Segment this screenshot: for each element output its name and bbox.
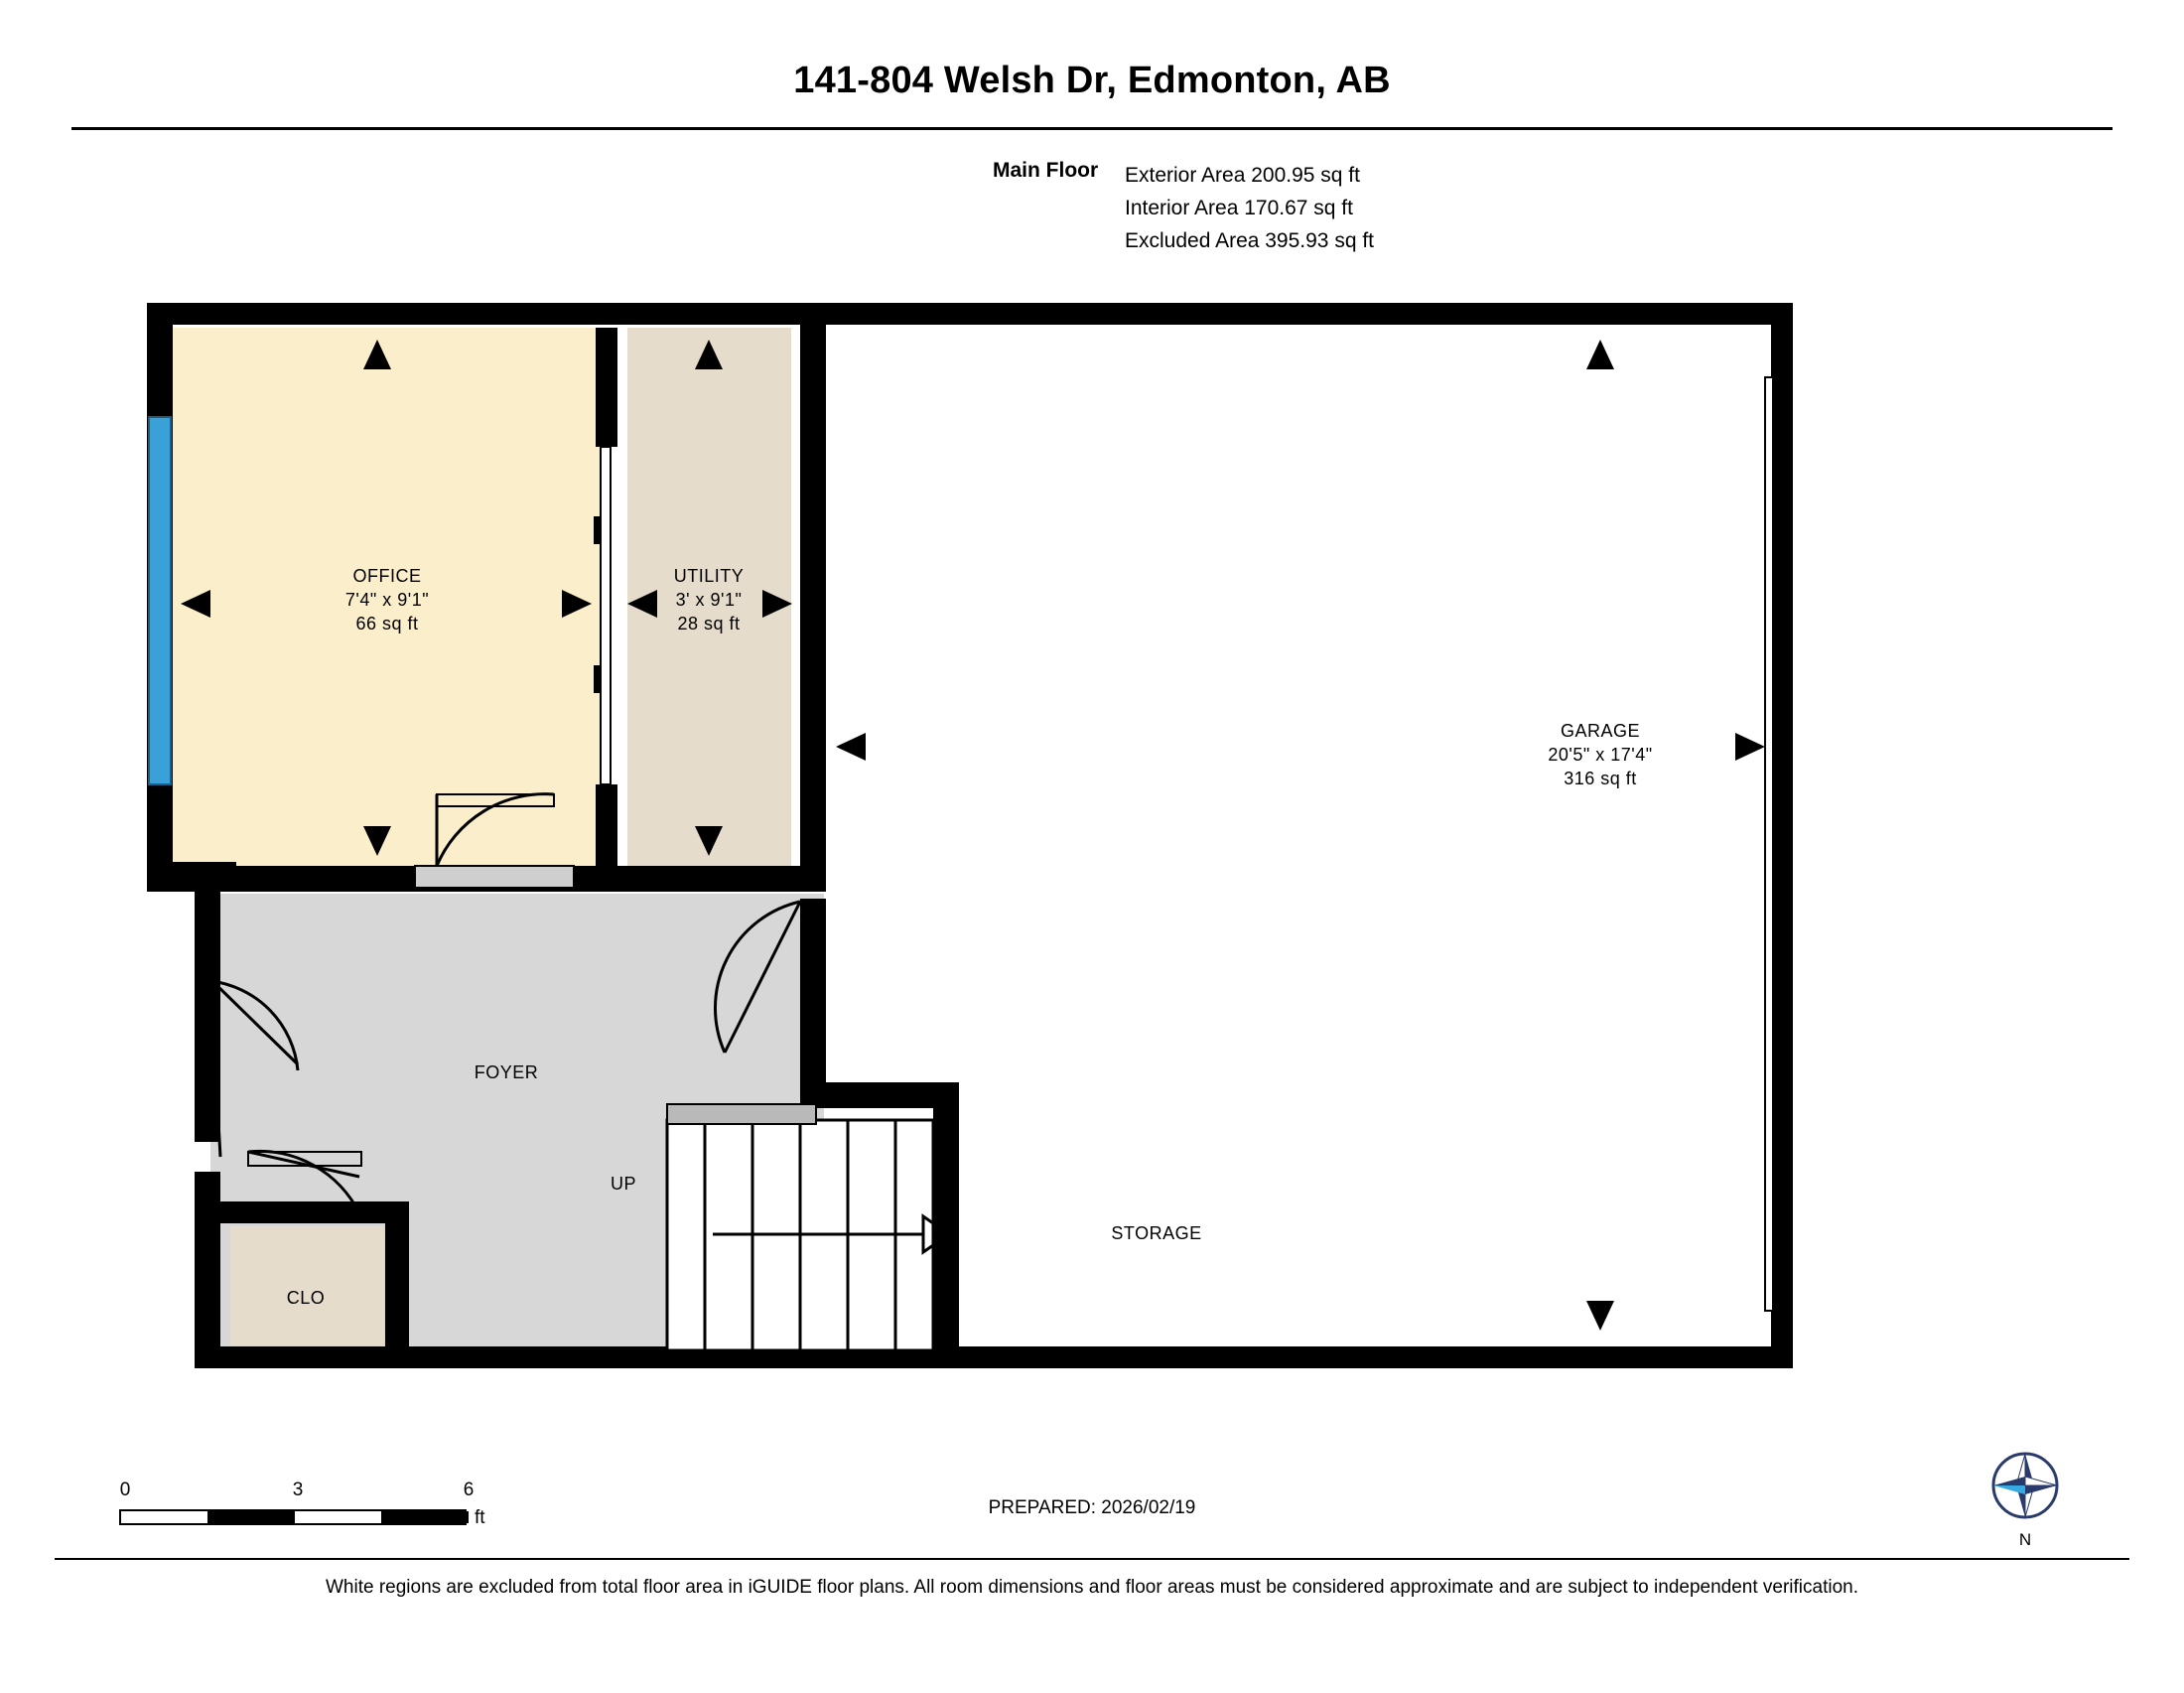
window-office xyxy=(149,417,171,784)
wall-left-closet xyxy=(195,1172,220,1366)
compass-icon xyxy=(1980,1445,2070,1526)
compass-north-label: N xyxy=(2018,1530,2032,1549)
scale-unit: ft xyxy=(475,1507,485,1528)
garage-name: GARAGE xyxy=(1560,721,1641,741)
door-office-utility-pocket xyxy=(601,447,611,784)
closet-name: CLO xyxy=(286,1288,326,1308)
utility-name: UTILITY xyxy=(673,566,745,586)
wall-foyer-right xyxy=(800,899,826,1087)
page-title: 141-804 Welsh Dr, Edmonton, AB xyxy=(793,60,1391,101)
wall-stair-right xyxy=(933,1082,959,1360)
wall-office-utility-top xyxy=(596,328,617,447)
stairs-direction-label: UP xyxy=(610,1174,636,1194)
wall-garage-partition xyxy=(800,303,826,889)
storage-name: STORAGE xyxy=(1111,1223,1202,1243)
excluded-area: Excluded Area 395.93 sq ft xyxy=(1125,229,1375,252)
foyer-name: FOYER xyxy=(474,1062,539,1082)
scale-tick-1: 3 xyxy=(292,1480,304,1500)
wall-closet-top xyxy=(220,1201,409,1223)
utility-dimensions: 3' x 9'1" xyxy=(675,590,743,610)
scale-tick-0: 0 xyxy=(119,1480,131,1500)
wall-office-utility-bottom xyxy=(596,784,617,880)
compass-rose xyxy=(1980,1445,2070,1554)
office-area: 66 sq ft xyxy=(355,614,419,634)
office-fill xyxy=(169,328,606,889)
garage-dimensions: 20'5" x 17'4" xyxy=(1548,745,1653,765)
garage-fill xyxy=(834,316,1777,1368)
closet-fill xyxy=(230,1226,384,1345)
garage-door xyxy=(1765,377,1773,1311)
footer-divider xyxy=(55,1558,2129,1560)
utility-area: 28 sq ft xyxy=(677,614,741,634)
door-jamb-upper xyxy=(594,516,602,544)
wall-top xyxy=(147,303,1793,325)
wall-closet-right xyxy=(385,1201,409,1350)
disclaimer-text: White regions are excluded from total floor area in iGUIDE floor plans. All room dimensions and floor areas must be considered approximate and are subject to independent verification. xyxy=(325,1577,1859,1598)
floor-label: Main Floor xyxy=(993,159,1099,182)
office-name: OFFICE xyxy=(352,566,422,586)
exterior-area: Exterior Area 200.95 sq ft xyxy=(1125,164,1360,187)
stairs xyxy=(667,1104,949,1350)
office-dimensions: 7'4" x 9'1" xyxy=(344,590,430,610)
wall-right xyxy=(1771,303,1793,1368)
interior-area: Interior Area 170.67 sq ft xyxy=(1125,197,1353,219)
door-jamb-lower xyxy=(594,665,602,693)
prepared-date: PREPARED: 2026/02/19 xyxy=(988,1497,1196,1518)
garage-area: 316 sq ft xyxy=(1564,769,1637,788)
scale-tick-2: 6 xyxy=(463,1480,475,1500)
wall-bottom xyxy=(195,1346,1793,1368)
